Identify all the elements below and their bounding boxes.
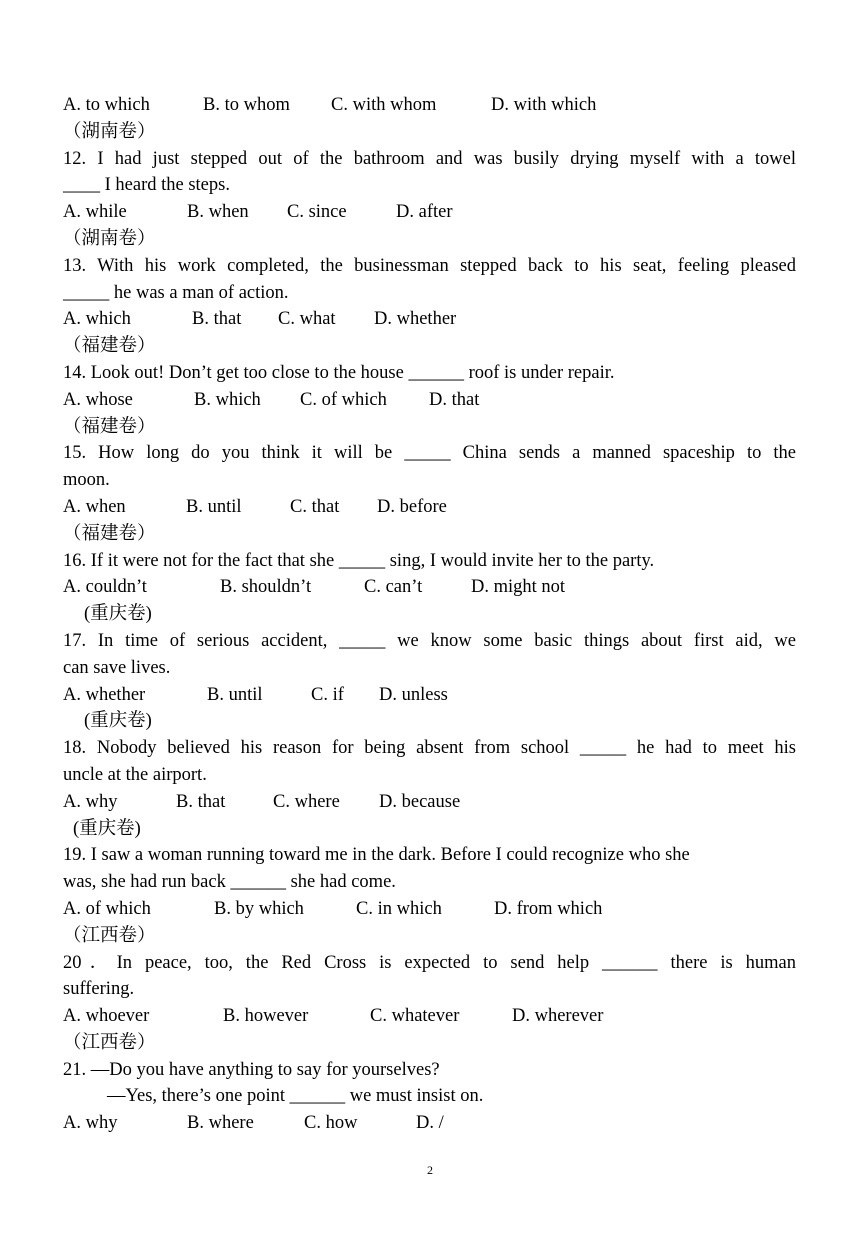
q19-option-c: C. in which [356,898,442,919]
q19-option-d: D. from which [494,898,603,919]
q11-option-c: C. with whom [331,95,437,115]
q18-option-c: C. where [273,791,340,812]
q19-stem-line2: was, she had run back ______ she had come. [63,872,396,893]
q14-options [63,387,796,414]
q13-option-b: B. that [192,309,242,330]
q12-option-c: C. since [287,202,347,223]
q15-options [63,494,796,521]
q20-option-c: C. whatever [370,1006,460,1027]
page-number: 2 [427,1163,433,1177]
q15-option-a: A. when [63,496,126,517]
q13-source: （福建卷） [63,336,156,357]
q17-stem-line2: can save lives. [63,657,171,678]
q19-stem-line1: 19. I saw a woman running toward me in the dark. Before I could recognize who she [63,845,690,866]
document-page [63,92,796,1137]
q11-option-a: A. to which [63,95,150,115]
q13-option-a: A. which [63,309,131,330]
q16-stem-line1: 16. If it were not for the fact that she _____ sing, I would invite her to the party. [63,550,655,571]
q11-options [63,92,796,119]
q19-source: （江西卷） [63,925,156,946]
q18-option-d: D. because [379,791,461,812]
q17-stem-line1: 17. In time of serious accident, _____ we know some basic things about first aid, we [63,630,796,651]
q14-option-c: C. of which [300,389,387,410]
q12-stem-line2: ____ I heard the steps. [63,175,230,196]
q12-source: （湖南卷） [63,228,156,249]
q21-option-b: B. where [187,1113,254,1134]
q18-options [63,789,796,816]
q20-stem-line1: 20．In peace, too, the Red Cross is expected to send help ______ there is human [63,952,796,973]
q14-source: （福建卷） [63,416,156,437]
q17-option-b: B. until [207,684,263,705]
q12-stem-line1: 12. I had just stepped out of the bathroom and was busily drying myself with a towel [63,148,796,169]
q14-option-b: B. which [194,389,261,410]
q20-source: （江西卷） [63,1032,156,1053]
q17-option-d: D. unless [379,684,448,705]
q17-options [63,682,796,709]
q17-option-a: A. whether [63,684,146,705]
q14-option-a: A. whose [63,389,133,410]
q12-options [63,199,796,226]
q16-option-c: C. can’t [364,577,423,598]
q12-option-d: D. after [396,202,453,223]
q19-option-b: B. by which [214,898,304,919]
q15-option-d: D. before [377,496,447,517]
q20-option-d: D. wherever [512,1006,604,1027]
q12-option-b: B. when [187,202,249,223]
q17-source: (重庆卷) [84,711,152,732]
q13-option-d: D. whether [374,309,457,330]
q11-option-d: D. with which [491,95,597,115]
q15-source: （福建卷） [63,523,156,544]
q11-source: （湖南卷） [63,121,156,142]
q16-source: (重庆卷) [84,604,152,625]
q14-option-d: D. that [429,389,480,410]
q13-option-c: C. what [278,309,336,330]
q18-option-b: B. that [176,791,226,812]
q20-option-a: A. whoever [63,1006,150,1027]
q21-option-c: C. how [304,1113,358,1134]
q18-stem-line1: 18. Nobody believed his reason for being absent from school _____ he had to meet his [63,738,796,759]
q13-stem-line1: 13. With his work completed, the businessman stepped back to his seat, feeling pleased [63,255,796,276]
q21-stem-line1: 21. —Do you have anything to say for yourselves? [63,1059,440,1080]
q21-options [63,1110,796,1137]
q14-stem-line1: 14. Look out! Don’t get too close to the house ______ roof is under repair. [63,362,615,383]
q16-options [63,574,796,601]
q19-option-a: A. of which [63,898,151,919]
q16-option-a: A. couldn’t [63,577,147,598]
q20-option-b: B. however [223,1006,309,1027]
q12-option-a: A. while [63,202,127,223]
q17-option-c: C. if [311,684,344,705]
q13-options [63,306,796,333]
q18-stem-line2: uncle at the airport. [63,764,207,785]
q19-options [63,896,796,923]
q15-option-c: C. that [290,496,340,517]
q18-option-a: A. why [63,791,118,812]
q16-option-b: B. shouldn’t [220,577,312,598]
q11-option-b: B. to whom [203,95,290,115]
q20-options [63,1003,796,1030]
q15-stem-line1: 15. How long do you think it will be _____ China sends a manned spaceship to the [63,443,796,464]
q15-option-b: B. until [186,496,242,517]
q18-source: (重庆卷) [73,818,141,839]
q15-stem-line2: moon. [63,470,110,491]
q21-option-a: A. why [63,1113,118,1134]
q21-stem-line2: —Yes, there’s one point ______ we must insist on. [107,1086,484,1107]
q20-stem-line2: suffering. [63,979,135,1000]
q21-option-d: D. / [416,1113,444,1134]
q16-option-d: D. might not [471,577,566,598]
q13-stem-line2: _____ he was a man of action. [63,282,289,303]
